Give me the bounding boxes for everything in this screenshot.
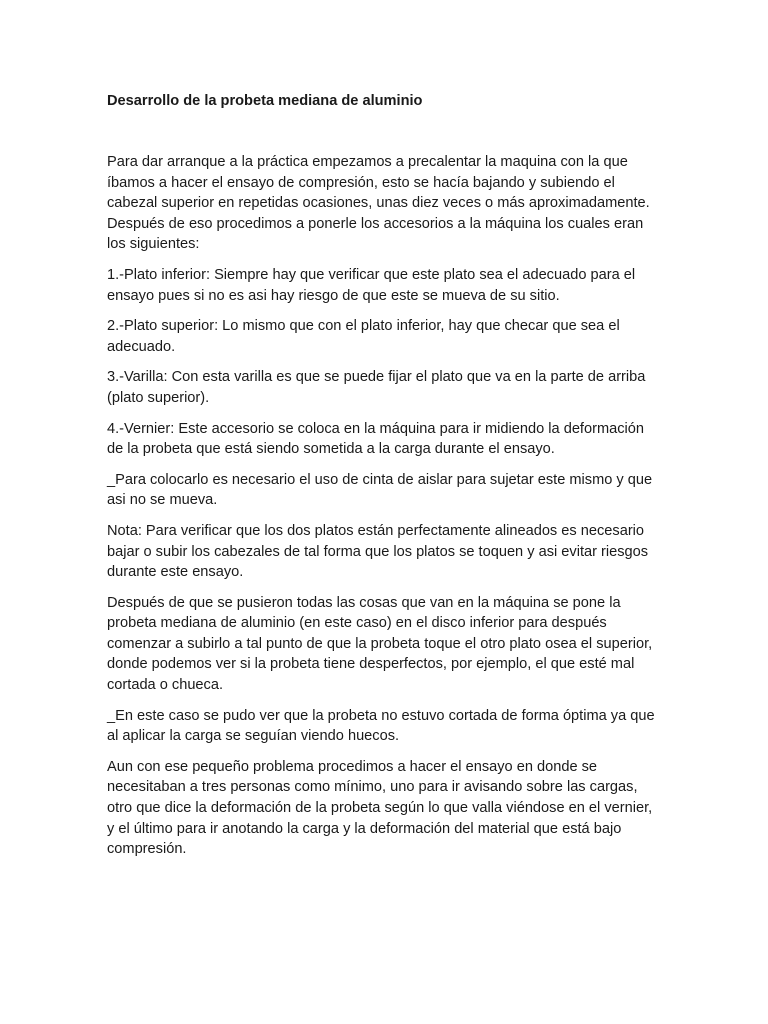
paragraph-cinta: _Para colocarlo es necesario el uso de cinta de aislar para sujetar este mismo y que asi no se mueva. [107, 471, 653, 509]
paragraph-plato-inferior: 1.-Plato inferior: Siempre hay que verificar que este plato sea el adecuado para el ensayo pues si no es asi hay riesgo de que este se mueva de su sitio. [107, 266, 636, 304]
document-title: Desarrollo de la probeta mediana de aluminio [107, 93, 423, 109]
paragraph-intro: Para dar arranque a la práctica empezamos a precalentar la maquina con la que íbamos a hacer el ensayo de compresión, esto se hacía bajando y subiendo el cabezal superior en repetidas ocasiones, unas diez veces o más aproximadamente. Después de eso procedimos a ponerle los accesorios a la máquina los cuales eran los siguientes: [107, 154, 650, 253]
document-page [107, 91, 663, 870]
paragraph-ensayo: Aun con ese pequeño problema procedimos a hacer el ensayo en donde se necesitaban a tres personas como mínimo, uno para ir avisando sobre las cargas, otro que dice la deformación de la probeta según lo que valla viéndose en el vernier, y el último para ir anotando la carga y la deformación del material que está bajo compresión. [107, 758, 653, 858]
paragraph-varilla: 3.-Varilla: Con esta varilla es que se puede fijar el plato que va en la parte de arriba (plato superior). [107, 369, 646, 406]
paragraph-probeta: Después de que se pusieron todas las cosas que van en la máquina se pone la probeta mediana de aluminio (en este caso) en el disco inferior para después comenzar a subirlo a tal punto de que la probeta toque el otro plato osea el superior, donde podemos ver si la probeta tiene desperfectos, por ejemplo, el que esté mal cortada o chueca. [107, 594, 653, 694]
paragraph-vernier: 4.-Vernier: Este accesorio se coloca en la máquina para ir midiendo la deformación de la probeta que está siendo sometida a la carga durante el ensayo. [107, 420, 645, 458]
paragraph-huecos: _En este caso se pudo ver que la probeta no estuvo cortada de forma óptima ya que al aplicar la carga se seguían viendo huecos. [107, 707, 655, 745]
paragraph-nota: Nota: Para verificar que los dos platos están perfectamente alineados es necesario bajar o subir los cabezales de tal forma que los platos se toquen y asi evitar riesgos durante este ensayo. [107, 522, 649, 581]
paragraph-plato-superior: 2.-Plato superior: Lo mismo que con el plato inferior, hay que checar que sea el adecuado. [107, 318, 620, 355]
